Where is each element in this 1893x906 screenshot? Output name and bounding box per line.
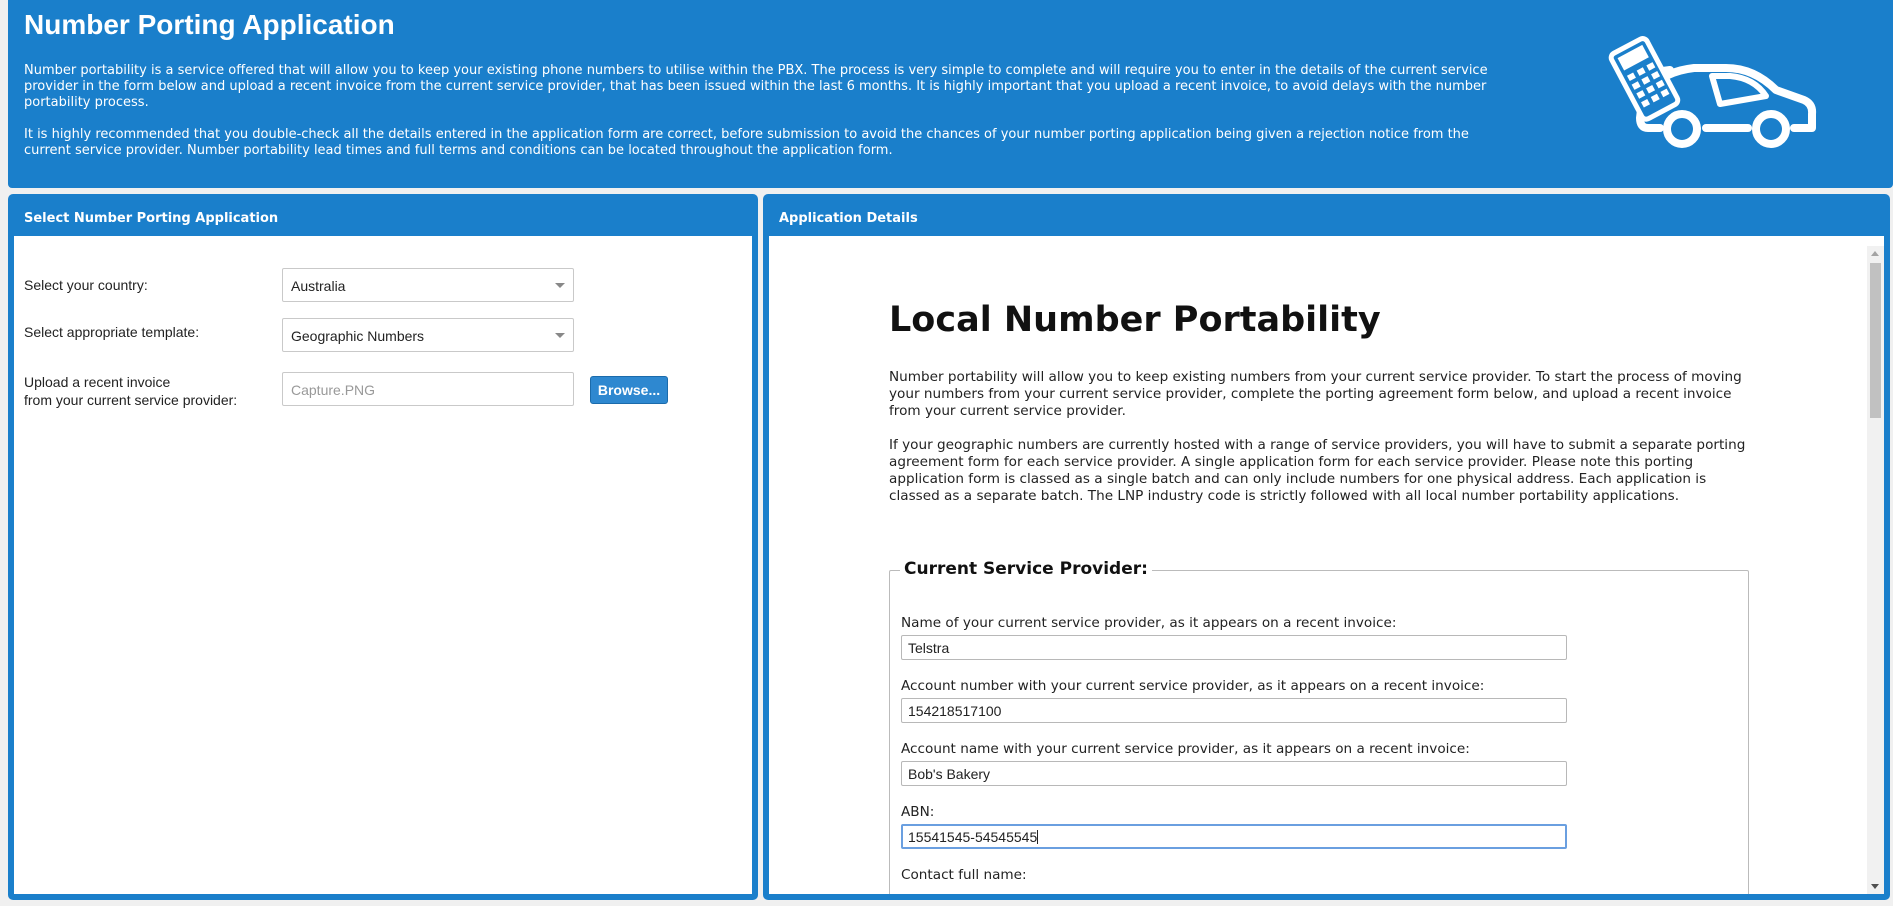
page-title: Number Porting Application [24, 9, 395, 40]
section-title: Current Service Provider: [900, 559, 1152, 579]
abn-input[interactable] [901, 824, 1567, 849]
upload-label [24, 373, 237, 409]
chevron-down-icon [555, 333, 565, 338]
country-label: Select your country: [24, 277, 148, 293]
account-name-input[interactable]: Bob's Bakery [901, 761, 1567, 786]
current-service-provider-section [889, 559, 1749, 894]
select-application-panel-title: Select Number Porting Application [24, 211, 279, 226]
country-select-value: Australia [291, 278, 346, 294]
application-details-panel-body [769, 236, 1884, 894]
account-number-label: Account number with your current service provider, as it appears on a recent invoice: [901, 678, 1485, 694]
scrollbar-thumb[interactable] [1870, 263, 1881, 418]
phone-car-icon [1608, 32, 1823, 157]
document-scrollbar[interactable] [1867, 246, 1884, 894]
template-select-value: Geographic Numbers [291, 328, 425, 344]
account-number-input[interactable]: 154218517100 [901, 698, 1567, 723]
header-intro-paragraph: Number portability is a service offered that will allow you to keep your existing phone numbers to utilise within the PBX. The process is very simple to complete and will require you to enter in the details of the current service provider in the form below and upload a recent invoice from the current service provider, that has been issued within the last 6 months. It is highly important that you upload a recent invoice, to avoid delays with the number portability process. [24, 63, 1488, 110]
scroll-up-arrow-icon[interactable] [1871, 251, 1879, 256]
document-batch-paragraph: If your geographic numbers are currently hosted with a range of service providers, you will have to submit a separate porting agreement form for each service provider. A single application form for each service provider. Please note this porting application form is classed as a single batch and can only include numbers for one physical address. Each application is classed as a separate batch. The LNP industry code is strictly followed with all local number portability applications. [889, 437, 1746, 504]
application-details-panel-title: Application Details [779, 211, 918, 226]
provider-name-input[interactable]: Telstra [901, 635, 1567, 660]
select-application-panel-body [14, 236, 752, 894]
country-select[interactable] [282, 268, 574, 302]
chevron-down-icon [555, 283, 565, 288]
scroll-down-arrow-icon[interactable] [1871, 884, 1879, 889]
header-recommendation-paragraph: It is highly recommended that you double-check all the details entered in the application form are correct, before submission to avoid the chances of your number porting application being given a rejection notice from the current service provider. Number portability lead times and full terms and conditions can be located throughout the application form. [24, 127, 1469, 158]
account-name-label: Account name with your current service provider, as it appears on a recent invoice: [901, 741, 1470, 757]
upload-label-line1: Upload a recent invoice [24, 374, 171, 390]
abn-input-value: 15541545-54545545 [908, 829, 1038, 845]
document-intro-paragraph: Number portability will allow you to keep existing numbers from your current service provider. To start the process of moving your numbers from your current service provider, complete the porting agreement form below, and upload a recent invoice from your current service provider. [889, 369, 1742, 419]
template-label: Select appropriate template: [24, 324, 200, 340]
contact-name-label: Contact full name: [901, 867, 1027, 883]
browse-button[interactable]: Browse... [590, 376, 668, 404]
application-details-panel [763, 194, 1890, 900]
invoice-file-input[interactable]: Capture.PNG [282, 372, 574, 406]
document-title: Local Number Portability [889, 300, 1381, 340]
page-header [8, 0, 1893, 188]
provider-name-label: Name of your current service provider, as it appears on a recent invoice: [901, 615, 1397, 631]
application-form-document [769, 236, 1884, 894]
upload-label-line2: from your current service provider: [24, 392, 238, 408]
abn-label: ABN: [901, 804, 935, 820]
select-application-panel [8, 194, 758, 900]
template-select[interactable] [282, 318, 574, 352]
text-cursor [1037, 830, 1038, 844]
